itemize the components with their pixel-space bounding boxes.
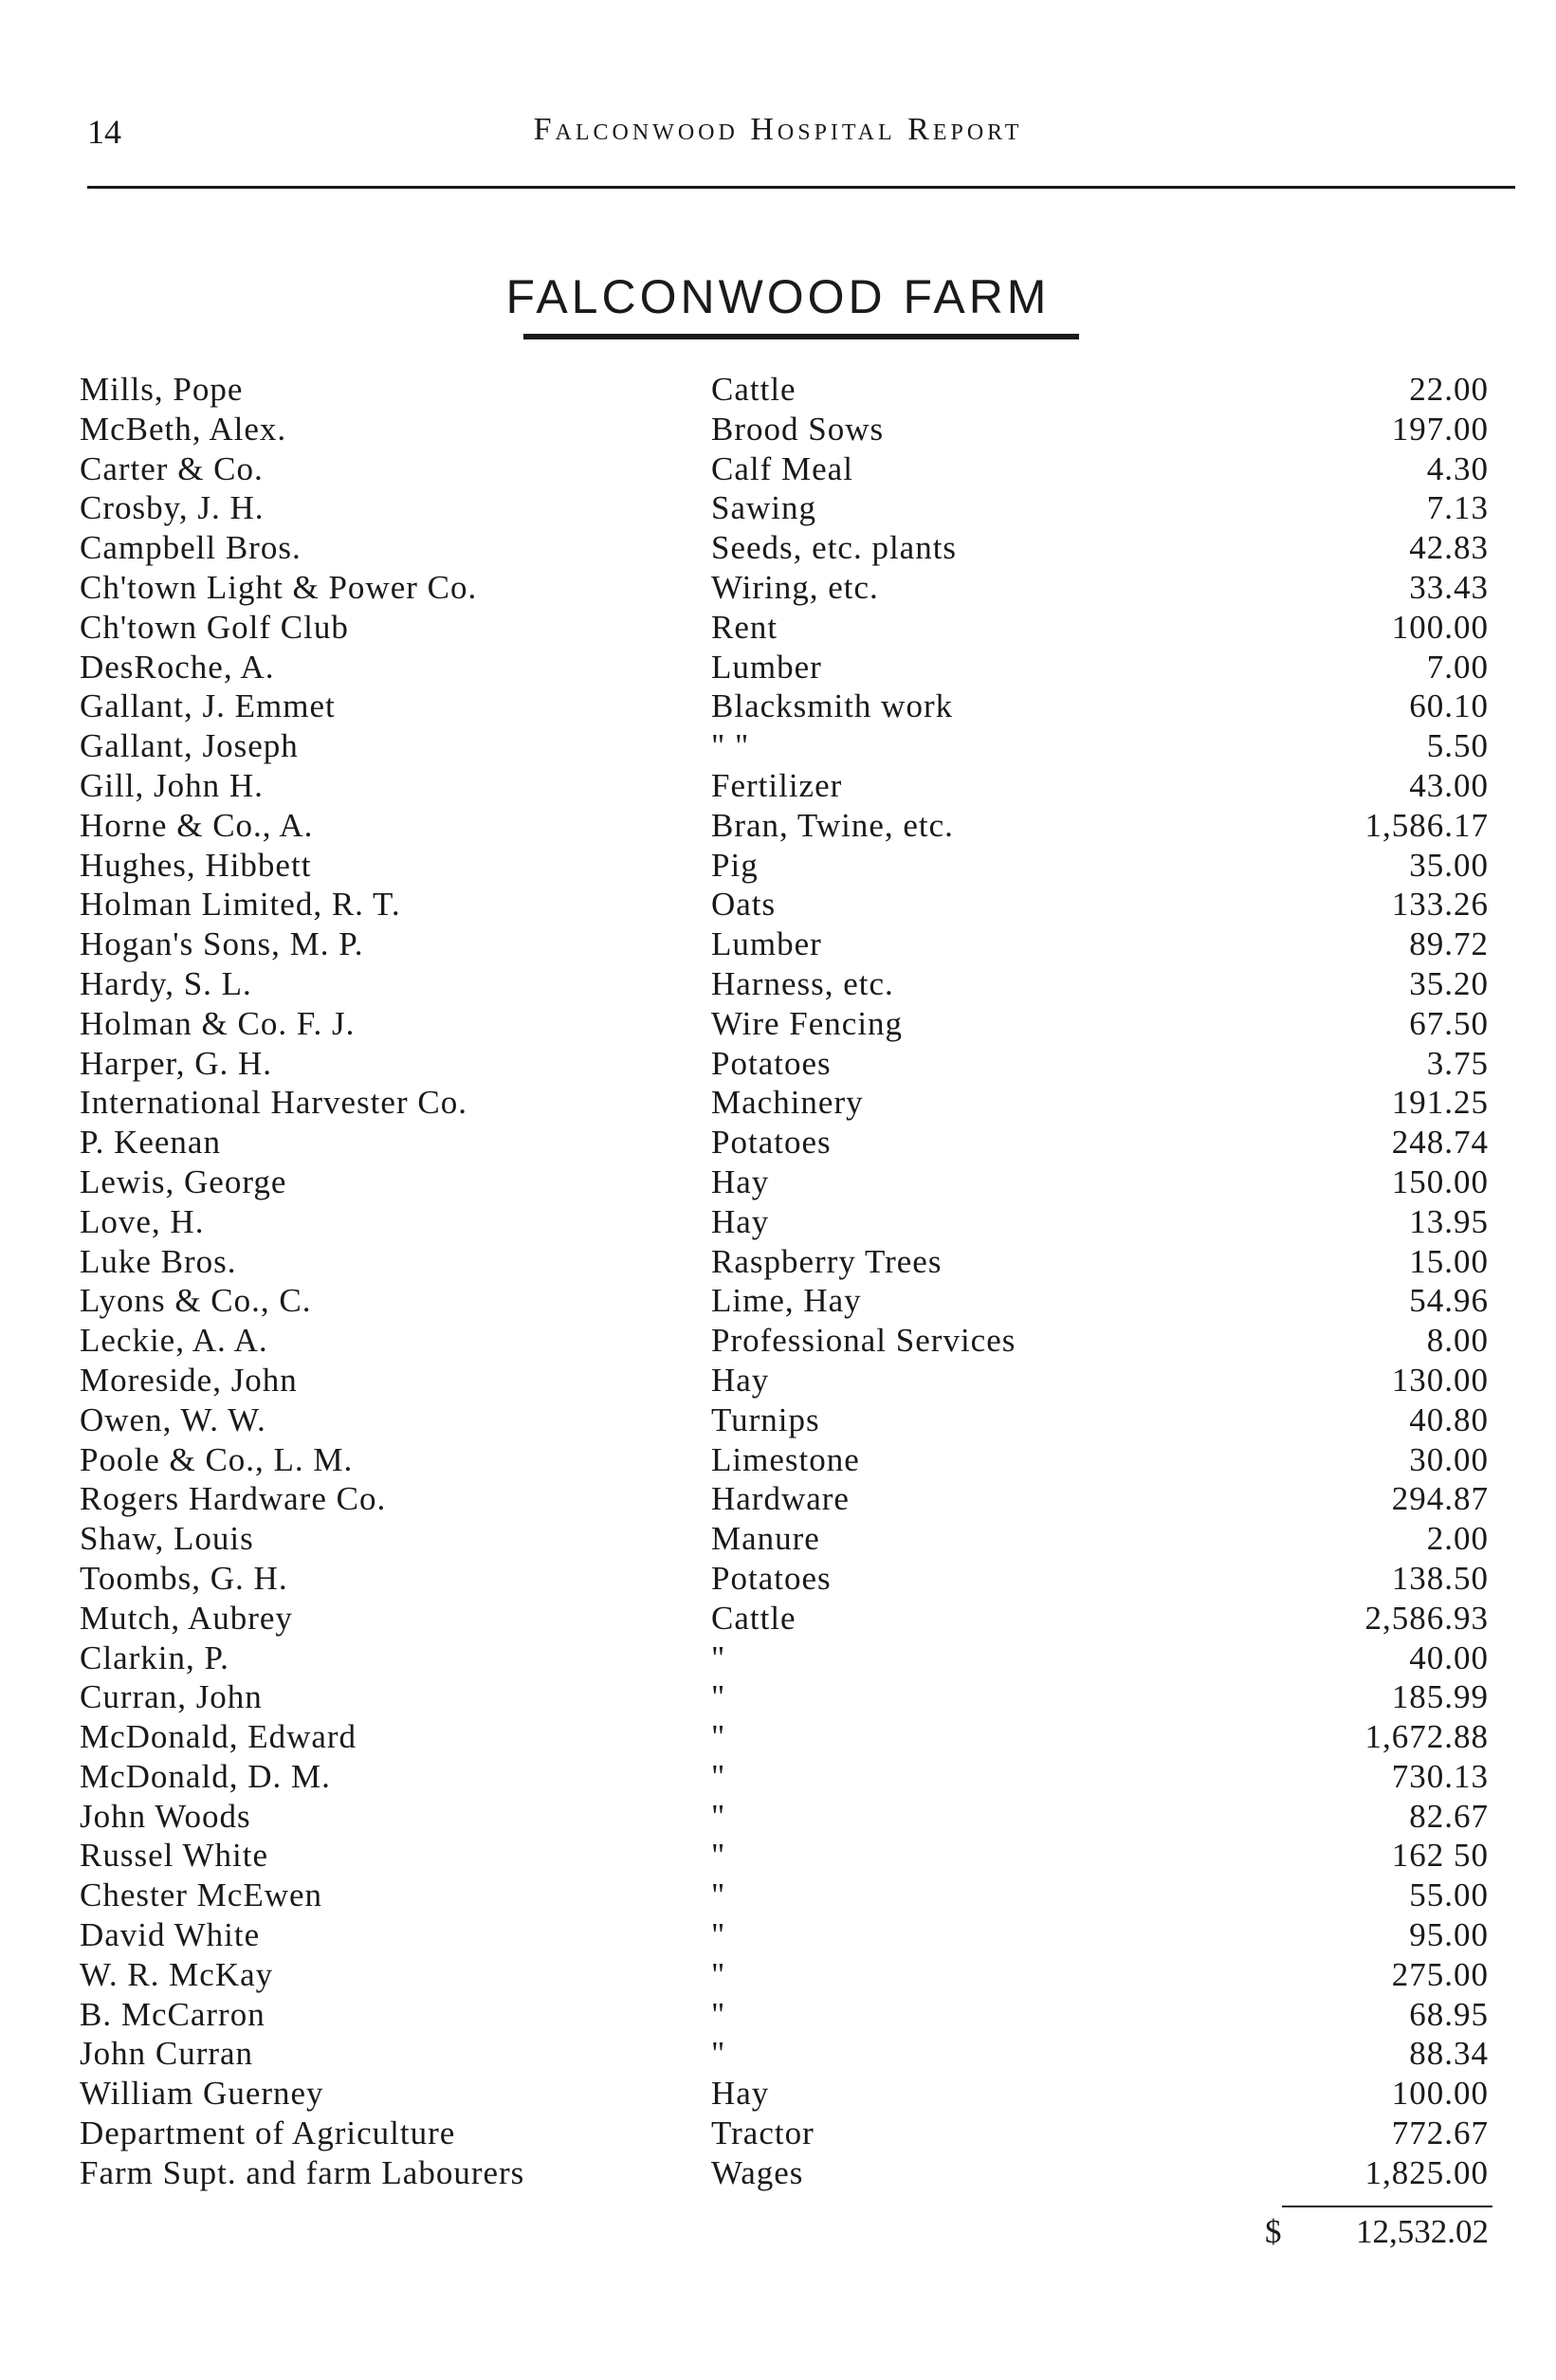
ledger-row	[80, 1479, 1489, 1519]
payee-name: William Guerney	[80, 2075, 324, 2113]
payee-name: John Curran	[80, 2035, 254, 2073]
item-description: Oats	[711, 886, 777, 924]
ledger-row	[80, 1915, 1489, 1955]
ledger-row	[80, 846, 1489, 886]
payee-name: Curran, John	[80, 1678, 263, 1716]
ledger-table	[80, 370, 1489, 2193]
ledger-row	[80, 1757, 1489, 1797]
amount-value: 2.00	[1426, 1520, 1489, 1558]
amount-value: 8.00	[1426, 1322, 1489, 1360]
item-description: Harness, etc.	[711, 964, 894, 1002]
payee-name: Horne & Co., A.	[80, 806, 314, 844]
payee-name: Holman & Co. F. J.	[80, 1004, 356, 1042]
ledger-row	[80, 1361, 1489, 1401]
item-description: "	[711, 1955, 726, 1993]
item-description: "	[711, 2035, 726, 2073]
item-description: "	[711, 1718, 726, 1756]
payee-name: Leckie, A. A.	[80, 1322, 268, 1360]
amount-value: 55.00	[1409, 1877, 1489, 1914]
item-description: Rent	[711, 608, 778, 646]
payee-name: Toombs, G. H.	[80, 1559, 288, 1597]
item-description: Tractor	[711, 2115, 815, 2152]
payee-name: Owen, W. W.	[80, 1401, 266, 1438]
payee-name: McBeth, Alex.	[80, 410, 287, 448]
amount-value: 22.00	[1409, 371, 1489, 408]
item-description: Potatoes	[711, 1044, 832, 1082]
payee-name: Hogan's Sons, M. P.	[80, 925, 364, 963]
ledger-row	[80, 1639, 1489, 1678]
payee-name: Chester McEwen	[80, 1877, 323, 1914]
title-underline	[523, 334, 1079, 339]
total-amount: 12,532.02	[1356, 2213, 1489, 2250]
ledger-row	[80, 1321, 1489, 1361]
item-description: Manure	[711, 1520, 820, 1558]
amount-value: 35.20	[1409, 964, 1489, 1002]
amount-value: 43.00	[1409, 766, 1489, 804]
ledger-row	[80, 1677, 1489, 1717]
ledger-row	[80, 766, 1489, 806]
payee-name: DesRoche, A.	[80, 648, 275, 686]
payee-name: B. McCarron	[80, 1995, 265, 2033]
amount-value: 1,586.17	[1364, 806, 1489, 844]
item-description: Sawing	[711, 489, 816, 527]
amount-value: 15.00	[1409, 1242, 1489, 1280]
amount-value: 7.00	[1426, 648, 1489, 686]
amount-value: 2,586.93	[1364, 1599, 1489, 1637]
item-description: Bran, Twine, etc.	[711, 806, 954, 844]
amount-value: 100.00	[1391, 2075, 1489, 2113]
amount-value: 95.00	[1409, 1916, 1489, 1954]
amount-value: 3.75	[1426, 1044, 1489, 1082]
ledger-row	[80, 1281, 1489, 1321]
item-description: "	[711, 1678, 726, 1716]
ledger-row	[80, 964, 1489, 1004]
page-number: 14	[87, 113, 121, 151]
amount-value: 5.50	[1426, 727, 1489, 765]
payee-name: International Harvester Co.	[80, 1084, 467, 1122]
item-description: Potatoes	[711, 1559, 832, 1597]
amount-value: 40.80	[1409, 1401, 1489, 1438]
ledger-row	[80, 1519, 1489, 1559]
item-description: "	[711, 1639, 726, 1676]
item-description: Pig	[711, 846, 759, 884]
running-title: Falconwood Hospital Report	[533, 112, 1023, 147]
payee-name: Carter & Co.	[80, 449, 264, 487]
payee-name: Poole & Co., L. M.	[80, 1440, 354, 1478]
item-description: Blacksmith work	[711, 687, 954, 725]
ledger-row	[80, 1797, 1489, 1837]
ledger-row	[80, 449, 1489, 489]
ledger-row	[80, 1044, 1489, 1084]
amount-value: 4.30	[1426, 449, 1489, 487]
ledger-row	[80, 2153, 1489, 2193]
amount-value: 100.00	[1391, 608, 1489, 646]
item-description: " "	[711, 727, 750, 765]
amount-value: 7.13	[1426, 489, 1489, 527]
item-description: Wages	[711, 2153, 804, 2191]
ledger-row	[80, 1440, 1489, 1480]
item-description: Raspberry Trees	[711, 1242, 943, 1280]
ledger-row	[80, 687, 1489, 726]
amount-value: 197.00	[1391, 410, 1489, 448]
ledger-row	[80, 648, 1489, 687]
item-description: Calf Meal	[711, 449, 853, 487]
ledger-row	[80, 1242, 1489, 1282]
item-description: Hardware	[711, 1480, 850, 1518]
amount-value: 42.83	[1409, 529, 1489, 567]
amount-value: 130.00	[1391, 1361, 1489, 1399]
payee-name: Farm Supt. and farm Labourers	[80, 2153, 525, 2191]
ledger-row	[80, 1717, 1489, 1757]
payee-name: Hughes, Hibbett	[80, 846, 312, 884]
payee-name: W. R. McKay	[80, 1955, 274, 1993]
payee-name: Clarkin, P.	[80, 1639, 229, 1676]
item-description: "	[711, 1877, 726, 1914]
ledger-row	[80, 1559, 1489, 1599]
item-description: Fertilizer	[711, 766, 843, 804]
item-description: "	[711, 1916, 726, 1954]
amount-value: 150.00	[1391, 1163, 1489, 1200]
amount-value: 162 50	[1391, 1837, 1489, 1875]
ledger-row	[80, 1004, 1489, 1044]
item-description: Hay	[711, 1202, 770, 1240]
payee-name: Mills, Pope	[80, 371, 244, 408]
amount-value: 191.25	[1391, 1084, 1489, 1122]
ledger-row	[80, 2034, 1489, 2074]
payee-name: Shaw, Louis	[80, 1520, 254, 1558]
item-description: Hay	[711, 1361, 770, 1399]
header-rule	[87, 186, 1515, 189]
item-description: Lumber	[711, 925, 822, 963]
amount-value: 138.50	[1391, 1559, 1489, 1597]
item-description: Hay	[711, 1163, 770, 1200]
ledger-row	[80, 1955, 1489, 1995]
amount-value: 40.00	[1409, 1639, 1489, 1676]
ledger-row	[80, 410, 1489, 449]
amount-value: 67.50	[1409, 1004, 1489, 1042]
amount-value: 13.95	[1409, 1202, 1489, 1240]
ledger-row	[80, 2074, 1489, 2114]
item-description: Cattle	[711, 371, 796, 408]
amount-value: 33.43	[1409, 568, 1489, 606]
payee-name: Gallant, J. Emmet	[80, 687, 336, 725]
amount-value: 82.67	[1409, 1797, 1489, 1835]
payee-name: Harper, G. H.	[80, 1044, 273, 1082]
amount-value: 275.00	[1391, 1955, 1489, 1993]
item-description: Wiring, etc.	[711, 568, 879, 606]
ledger-row	[80, 1836, 1489, 1876]
ledger-row	[80, 1876, 1489, 1915]
ledger-row	[80, 726, 1489, 766]
payee-name: Russel White	[80, 1837, 268, 1875]
amount-value: 248.74	[1391, 1124, 1489, 1162]
payee-name: Department of Agriculture	[80, 2115, 456, 2152]
item-description: Potatoes	[711, 1124, 832, 1162]
ledger-row	[80, 1163, 1489, 1202]
item-description: Limestone	[711, 1440, 860, 1478]
item-description: Professional Services	[711, 1322, 1016, 1360]
item-description: "	[711, 1995, 726, 2033]
amount-value: 68.95	[1409, 1995, 1489, 2033]
payee-name: David White	[80, 1916, 261, 1954]
ledger-row	[80, 488, 1489, 528]
payee-name: Love, H.	[80, 1202, 205, 1240]
payee-name: Rogers Hardware Co.	[80, 1480, 387, 1518]
ledger-row	[80, 1202, 1489, 1242]
ledger-row	[80, 370, 1489, 410]
amount-value: 60.10	[1409, 687, 1489, 725]
ledger-row	[80, 885, 1489, 925]
item-description: Machinery	[711, 1084, 864, 1122]
item-description: "	[711, 1757, 726, 1795]
payee-name: McDonald, D. M.	[80, 1757, 331, 1795]
amount-value: 294.87	[1391, 1480, 1489, 1518]
item-description: Hay	[711, 2075, 770, 2113]
payee-name: Luke Bros.	[80, 1242, 237, 1280]
ledger-row	[80, 528, 1489, 568]
item-description: "	[711, 1837, 726, 1875]
amount-value: 54.96	[1409, 1282, 1489, 1320]
ledger-row	[80, 608, 1489, 648]
item-description: Wire Fencing	[711, 1004, 904, 1042]
section-title: FALCONWOOD FARM	[505, 270, 1051, 323]
item-description: "	[711, 1797, 726, 1835]
payee-name: Ch'town Golf Club	[80, 608, 349, 646]
payee-name: Ch'town Light & Power Co.	[80, 568, 478, 606]
item-description: Cattle	[711, 1599, 796, 1637]
payee-name: Holman Limited, R. T.	[80, 886, 401, 924]
ledger-row	[80, 1599, 1489, 1639]
ledger-row	[80, 925, 1489, 964]
amount-value: 185.99	[1391, 1678, 1489, 1716]
payee-name: John Woods	[80, 1797, 251, 1835]
item-description: Lime, Hay	[711, 1282, 862, 1320]
ledger-row	[80, 1083, 1489, 1123]
item-description: Turnips	[711, 1401, 820, 1438]
amount-value: 35.00	[1409, 846, 1489, 884]
ledger-row	[80, 1123, 1489, 1163]
amount-value: 730.13	[1391, 1757, 1489, 1795]
amount-value: 1,672.88	[1364, 1718, 1489, 1756]
payee-name: Lewis, George	[80, 1163, 287, 1200]
payee-name: Mutch, Aubrey	[80, 1599, 293, 1637]
ledger-row	[80, 1995, 1489, 2035]
amount-value: 772.67	[1391, 2115, 1489, 2152]
ledger-row	[80, 806, 1489, 846]
payee-name: Campbell Bros.	[80, 529, 302, 567]
amount-value: 133.26	[1391, 886, 1489, 924]
amount-value: 30.00	[1409, 1440, 1489, 1478]
payee-name: Hardy, S. L.	[80, 964, 252, 1002]
ledger-row	[80, 568, 1489, 608]
payee-name: Gallant, Joseph	[80, 727, 299, 765]
item-description: Seeds, etc. plants	[711, 529, 958, 567]
amount-value: 89.72	[1409, 925, 1489, 963]
payee-name: Moreside, John	[80, 1361, 298, 1399]
amount-value: 1,825.00	[1364, 2153, 1489, 2191]
payee-name: P. Keenan	[80, 1124, 221, 1162]
total-currency-symbol: $	[1265, 2213, 1282, 2250]
payee-name: Crosby, J. H.	[80, 489, 265, 527]
amount-value: 88.34	[1409, 2035, 1489, 2073]
item-description: Brood Sows	[711, 410, 885, 448]
total-rule	[1282, 2206, 1492, 2207]
ledger-row	[80, 2114, 1489, 2153]
item-description: Lumber	[711, 648, 822, 686]
ledger-row	[80, 1401, 1489, 1440]
payee-name: Lyons & Co., C.	[80, 1282, 312, 1320]
payee-name: McDonald, Edward	[80, 1718, 357, 1756]
payee-name: Gill, John H.	[80, 766, 264, 804]
